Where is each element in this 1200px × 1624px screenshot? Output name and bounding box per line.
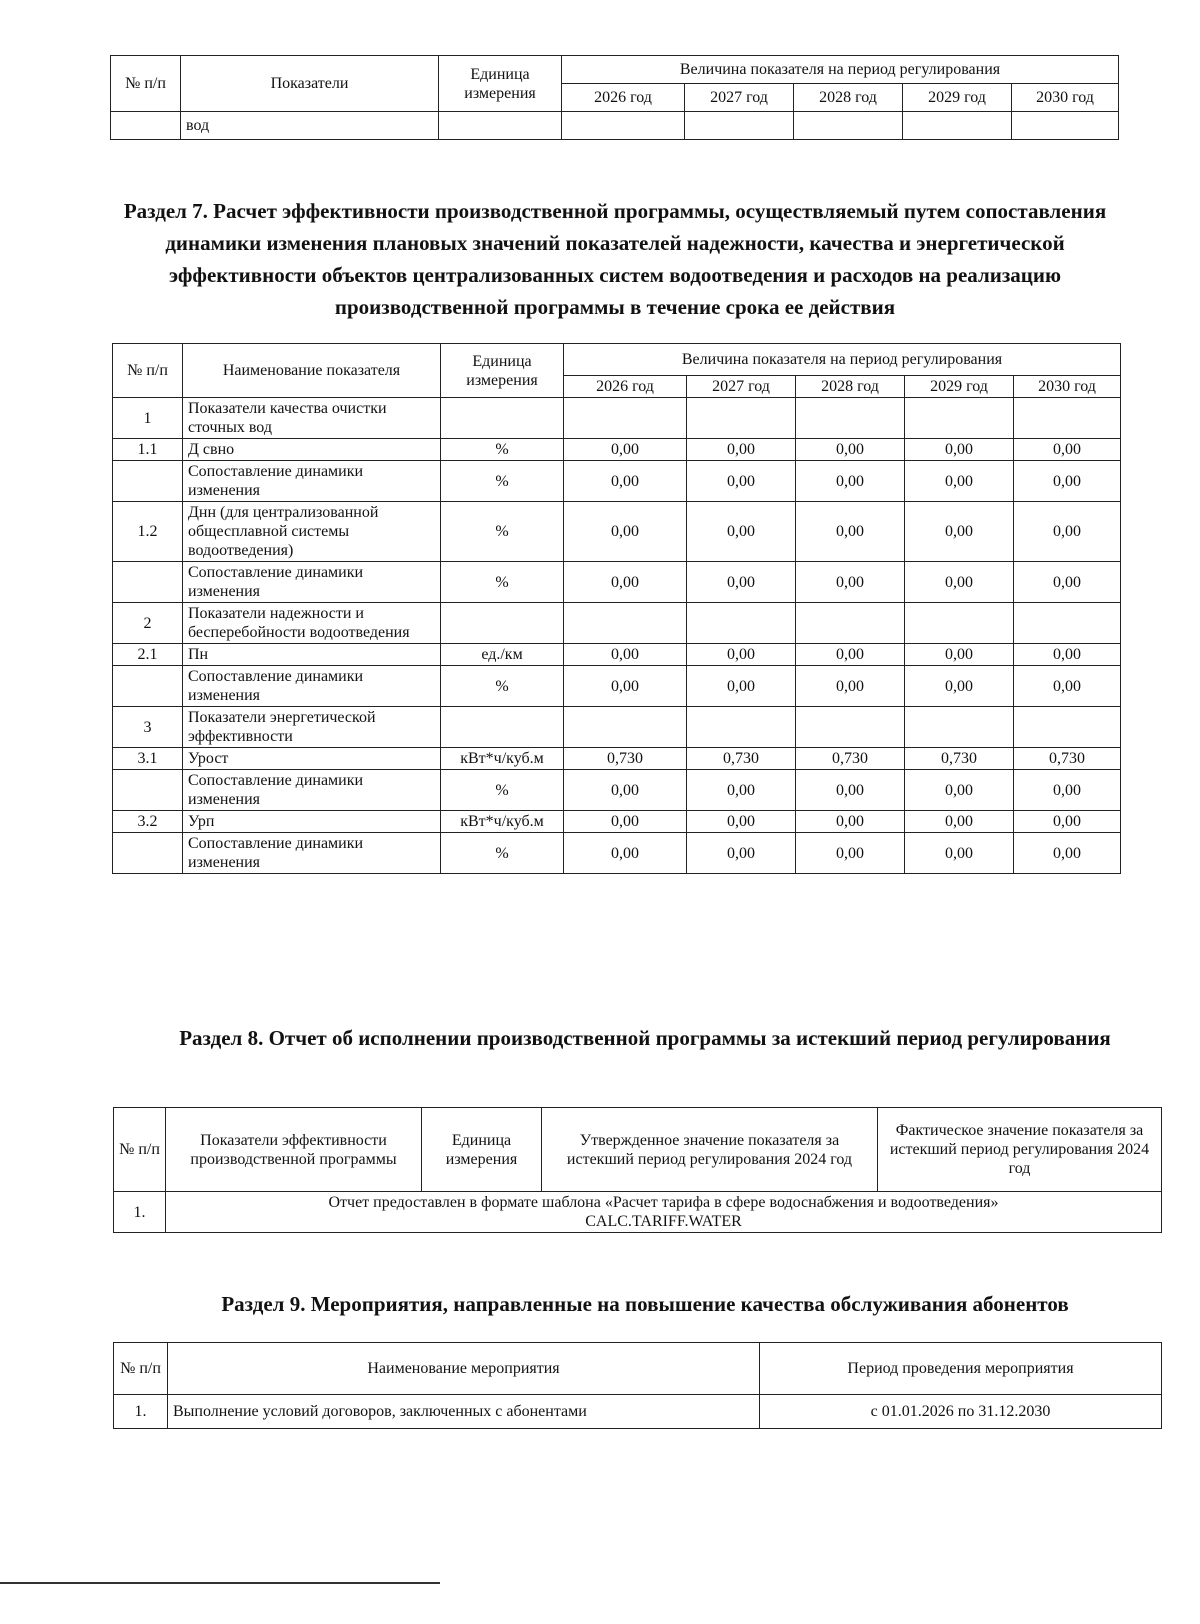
table-row (113, 707, 1121, 748)
section7-title: Раздел 7. Расчет эффективности производственной программы, осуществляемый путем сопоставления динамики изменения плановых значений показателей надежности, качества и энергетической эффективности объектов централизованных систем водоотведения и расходов на реализацию производственной программы в течение срока ее действия (123, 199, 1107, 319)
row-value: 0,730 (905, 748, 1014, 770)
row-value: 0,00 (796, 502, 905, 562)
section8-table (113, 1107, 1162, 1233)
row-name: Выполнение условий договоров, заключенных с абонентами (168, 1395, 760, 1429)
row-num (111, 112, 181, 140)
bottom-rule (0, 1582, 440, 1584)
row-num: 1. (114, 1192, 166, 1233)
table-row (113, 398, 1121, 439)
row-value: 0,00 (905, 502, 1014, 562)
row-value: 0,00 (796, 644, 905, 666)
header-year: 2029 год (905, 376, 1014, 398)
header-year: 2027 год (687, 376, 796, 398)
header-year: 2030 год (1012, 84, 1119, 112)
row-unit (441, 603, 564, 644)
row-value (687, 707, 796, 748)
row-value: 0,00 (796, 770, 905, 811)
row-value: 0,00 (687, 502, 796, 562)
row-name: Сопоставление динамики изменения (183, 461, 441, 502)
row-num (113, 562, 183, 603)
row-num: 3 (113, 707, 183, 748)
row-num (113, 770, 183, 811)
row-value: 0,00 (905, 439, 1014, 461)
row-value: 0,00 (1014, 666, 1121, 707)
table-row (113, 833, 1121, 874)
row-value: 0,00 (905, 811, 1014, 833)
row-value (687, 603, 796, 644)
row-value (796, 398, 905, 439)
row-unit: % (441, 666, 564, 707)
row-value: 0,730 (1014, 748, 1121, 770)
table-row (111, 112, 1119, 140)
row-value: 0,00 (796, 811, 905, 833)
table-row (113, 644, 1121, 666)
section9-title: Раздел 9. Мероприятия, направленные на повышение качества обслуживания абонентов (221, 1292, 1069, 1316)
row-value: 0,00 (564, 833, 687, 874)
header-indicators: Показатели (181, 56, 439, 112)
row-unit: кВт*ч/куб.м (441, 748, 564, 770)
row-value: 0,00 (564, 439, 687, 461)
row-value: 0,00 (564, 811, 687, 833)
row-num: 2 (113, 603, 183, 644)
header-unit: Единица измерения (439, 56, 562, 112)
row-value: 0,00 (687, 644, 796, 666)
row-value: 0,00 (1014, 833, 1121, 874)
row-value (905, 707, 1014, 748)
table-row (114, 1192, 1162, 1233)
row-value: 0,730 (564, 748, 687, 770)
row-unit: кВт*ч/куб.м (441, 811, 564, 833)
section8-title: Раздел 8. Отчет об исполнении производственной программы за истекший период регулирования (179, 1026, 1111, 1050)
header-period: Величина показателя на период регулирования (562, 56, 1119, 84)
row-unit: ед./км (441, 644, 564, 666)
table-row (113, 562, 1121, 603)
header-year: 2030 год (1014, 376, 1121, 398)
row-unit: % (441, 502, 564, 562)
row-value: 0,00 (905, 461, 1014, 502)
section7-table (112, 343, 1121, 874)
row-name: Пн (183, 644, 441, 666)
row-value: 0,00 (564, 461, 687, 502)
row-unit: % (441, 562, 564, 603)
row-value (794, 112, 903, 140)
section9-table (113, 1342, 1162, 1429)
table-row (113, 770, 1121, 811)
row-num (113, 461, 183, 502)
row-value: 0,00 (796, 562, 905, 603)
row-value: 0,00 (564, 644, 687, 666)
row-value: 0,00 (796, 439, 905, 461)
row-value: 0,00 (687, 439, 796, 461)
row-value: 0,00 (687, 833, 796, 874)
table-row (113, 748, 1121, 770)
row-num (113, 666, 183, 707)
row-name: Урост (183, 748, 441, 770)
row-unit: % (441, 770, 564, 811)
row-value: 0,00 (905, 562, 1014, 603)
row-value: 0,00 (1014, 562, 1121, 603)
row-name: Сопоставление динамики изменения (183, 833, 441, 874)
row-value: 0,00 (564, 770, 687, 811)
header-period: Период проведения мероприятия (760, 1343, 1162, 1395)
report-code: CALC.TARIFF.WATER (585, 1213, 742, 1230)
header-year: 2028 год (796, 376, 905, 398)
row-name: Показатели качества очистки сточных вод (183, 398, 441, 439)
row-num (113, 833, 183, 874)
row-num: 2.1 (113, 644, 183, 666)
header-year: 2028 год (794, 84, 903, 112)
row-value: 0,00 (687, 811, 796, 833)
row-value (903, 112, 1012, 140)
row-value (1014, 603, 1121, 644)
row-value: 0,00 (905, 833, 1014, 874)
header-year: 2027 год (685, 84, 794, 112)
row-value (1012, 112, 1119, 140)
row-value (905, 398, 1014, 439)
row-value (564, 707, 687, 748)
row-name: Д свно (183, 439, 441, 461)
row-report (166, 1192, 1162, 1233)
row-value: 0,00 (687, 562, 796, 603)
row-unit (441, 398, 564, 439)
header-unit: Единица измерения (441, 344, 564, 398)
row-value: 0,00 (1014, 502, 1121, 562)
row-name: Сопоставление динамики изменения (183, 666, 441, 707)
row-value: 0,730 (796, 748, 905, 770)
header-name: Наименование показателя (183, 344, 441, 398)
row-value: 0,00 (796, 833, 905, 874)
table-row (113, 603, 1121, 644)
row-name: Показатели энергетической эффективности (183, 707, 441, 748)
table-row (113, 666, 1121, 707)
row-value (1014, 398, 1121, 439)
row-name: Урп (183, 811, 441, 833)
row-value (796, 603, 905, 644)
row-period: с 01.01.2026 по 31.12.2030 (760, 1395, 1162, 1429)
row-num: 1.1 (113, 439, 183, 461)
header-actual: Фактическое значение показателя за истекший период регулирования 2024 год (878, 1108, 1162, 1192)
row-value (905, 603, 1014, 644)
header-name: Наименование мероприятия (168, 1343, 760, 1395)
table-row (113, 502, 1121, 562)
table-row (114, 1395, 1162, 1429)
row-value: 0,00 (1014, 811, 1121, 833)
row-value (796, 707, 905, 748)
row-name: Днн (для централизованной общесплавной системы водоотведения) (183, 502, 441, 562)
row-value: 0,730 (687, 748, 796, 770)
row-name: Сопоставление динамики изменения (183, 562, 441, 603)
header-indicators: Показатели эффективности производственной программы (166, 1108, 422, 1192)
header-num: № п/п (114, 1108, 166, 1192)
header-period: Величина показателя на период регулирования (564, 344, 1121, 376)
header-year: 2026 год (562, 84, 685, 112)
table-row (113, 439, 1121, 461)
row-value (687, 398, 796, 439)
row-value: 0,00 (905, 770, 1014, 811)
row-value: 0,00 (687, 461, 796, 502)
row-unit: % (441, 461, 564, 502)
row-name: Сопоставление динамики изменения (183, 770, 441, 811)
table-row (113, 811, 1121, 833)
row-num: 1.2 (113, 502, 183, 562)
row-unit (439, 112, 562, 140)
row-value: 0,00 (905, 666, 1014, 707)
row-num: 3.1 (113, 748, 183, 770)
header-approved: Утвержденное значение показателя за истекший период регулирования 2024 год (542, 1108, 878, 1192)
header-num: № п/п (113, 344, 183, 398)
row-num: 1. (114, 1395, 168, 1429)
row-num: 1 (113, 398, 183, 439)
row-value (685, 112, 794, 140)
row-value: 0,00 (564, 666, 687, 707)
header-num: № п/п (114, 1343, 168, 1395)
row-value: 0,00 (1014, 439, 1121, 461)
row-value: 0,00 (1014, 770, 1121, 811)
row-value: 0,00 (796, 461, 905, 502)
row-value: 0,00 (687, 770, 796, 811)
row-name: вод (181, 112, 439, 140)
row-value: 0,00 (687, 666, 796, 707)
row-name: Показатели надежности и бесперебойности водоотведения (183, 603, 441, 644)
header-year: 2029 год (903, 84, 1012, 112)
row-value (564, 398, 687, 439)
row-unit: % (441, 833, 564, 874)
report-text: Отчет предоставлен в формате шаблона «Расчет тарифа в сфере водоснабжения и водоотведения» (328, 1194, 999, 1211)
table-row (113, 461, 1121, 502)
row-value: 0,00 (564, 502, 687, 562)
row-unit (441, 707, 564, 748)
row-value: 0,00 (905, 644, 1014, 666)
row-value (562, 112, 685, 140)
row-num: 3.2 (113, 811, 183, 833)
row-value: 0,00 (1014, 644, 1121, 666)
row-value: 0,00 (796, 666, 905, 707)
header-year: 2026 год (564, 376, 687, 398)
row-value (1014, 707, 1121, 748)
row-unit: % (441, 439, 564, 461)
top-table (110, 55, 1119, 140)
row-value: 0,00 (564, 562, 687, 603)
row-value: 0,00 (1014, 461, 1121, 502)
header-num: № п/п (111, 56, 181, 112)
header-unit: Единица измерения (422, 1108, 542, 1192)
row-value (564, 603, 687, 644)
